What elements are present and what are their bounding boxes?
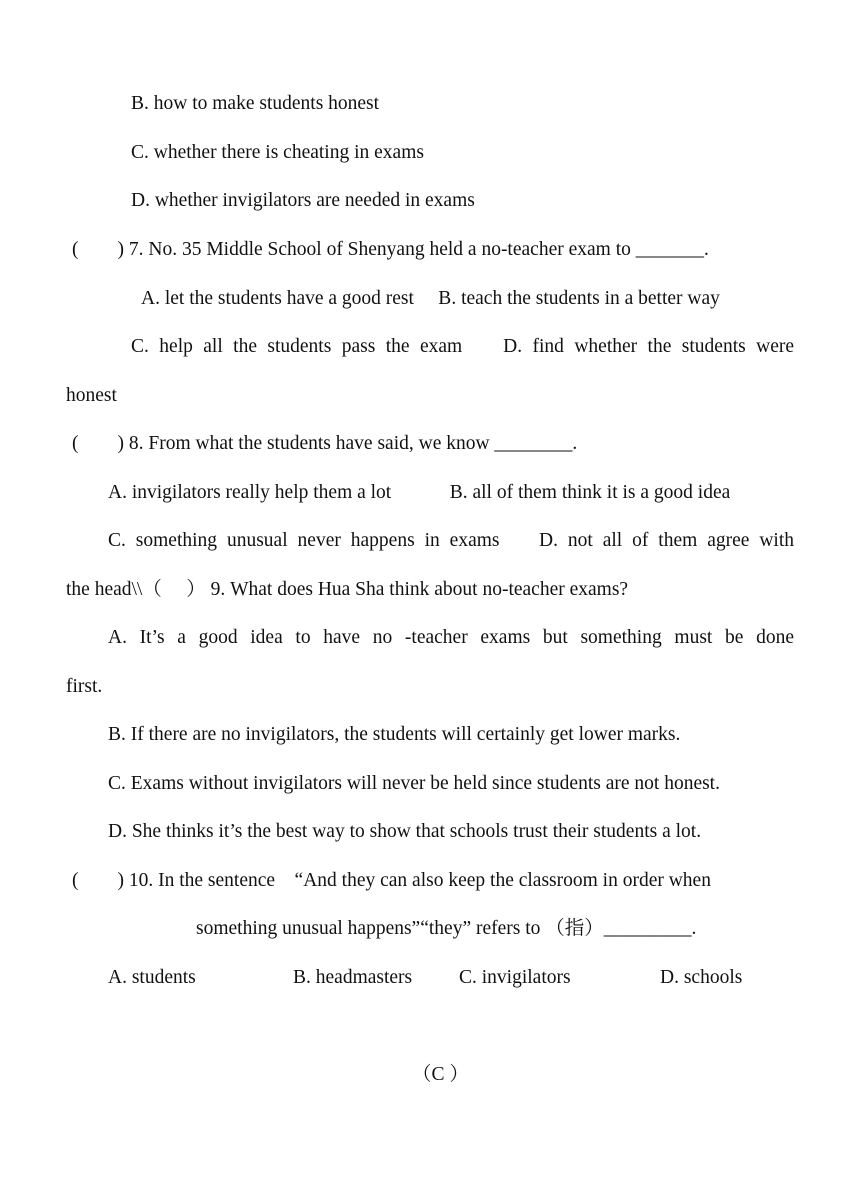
q10-option-c: C. invigilators (459, 967, 571, 988)
q7-options-ab: A. let the students have a good rest B. teach the students in a better way (141, 288, 720, 309)
q7-options-cd-wrap: honest (66, 385, 117, 406)
q10-stem-wrap: something unusual happens”“they” refers to （指）_________. (196, 918, 697, 939)
q6-option-d: D. whether invigilators are needed in exams (131, 190, 475, 211)
q9-option-b: B. If there are no invigilators, the students will certainly get lower marks. (108, 724, 681, 745)
q8-options-cd: C. something unusual never happens in exams D. not all of them agree with (108, 530, 794, 551)
q8-options-ab: A. invigilators really help them a lot B. all of them think it is a good idea (108, 482, 731, 503)
q10-option-b: B. headmasters (293, 967, 413, 988)
q10-option-a: A. students (108, 967, 196, 988)
q6-option-c: C. whether there is cheating in exams (131, 142, 424, 163)
q8-options-cd-wrap: the head\\（ ） 9. What does Hua Sha think about no-teacher exams? (66, 579, 629, 600)
q10-option-d: D. schools (660, 967, 743, 988)
q6-option-b: B. how to make students honest (131, 93, 380, 114)
q8-stem: ( ) 8. From what the students have said, we know ________. (72, 433, 578, 454)
q10-stem: ( ) 10. In the sentence “And they can also keep the classroom in order when (72, 870, 711, 891)
q7-stem: ( ) 7. No. 35 Middle School of Shenyang held a no-teacher exam to _______. (72, 239, 709, 260)
q9-option-c: C. Exams without invigilators will never be held since students are not honest. (108, 773, 720, 794)
section-label: （C ） (412, 1064, 469, 1085)
q7-options-cd: C. help all the students pass the exam D. find whether the students were (131, 336, 794, 357)
q9-option-a-wrap: first. (66, 676, 103, 697)
q9-option-a: A. It’s a good idea to have no -teacher exams but something must be done (108, 627, 794, 648)
q9-option-d: D. She thinks it’s the best way to show that schools trust their students a lot. (108, 821, 702, 842)
